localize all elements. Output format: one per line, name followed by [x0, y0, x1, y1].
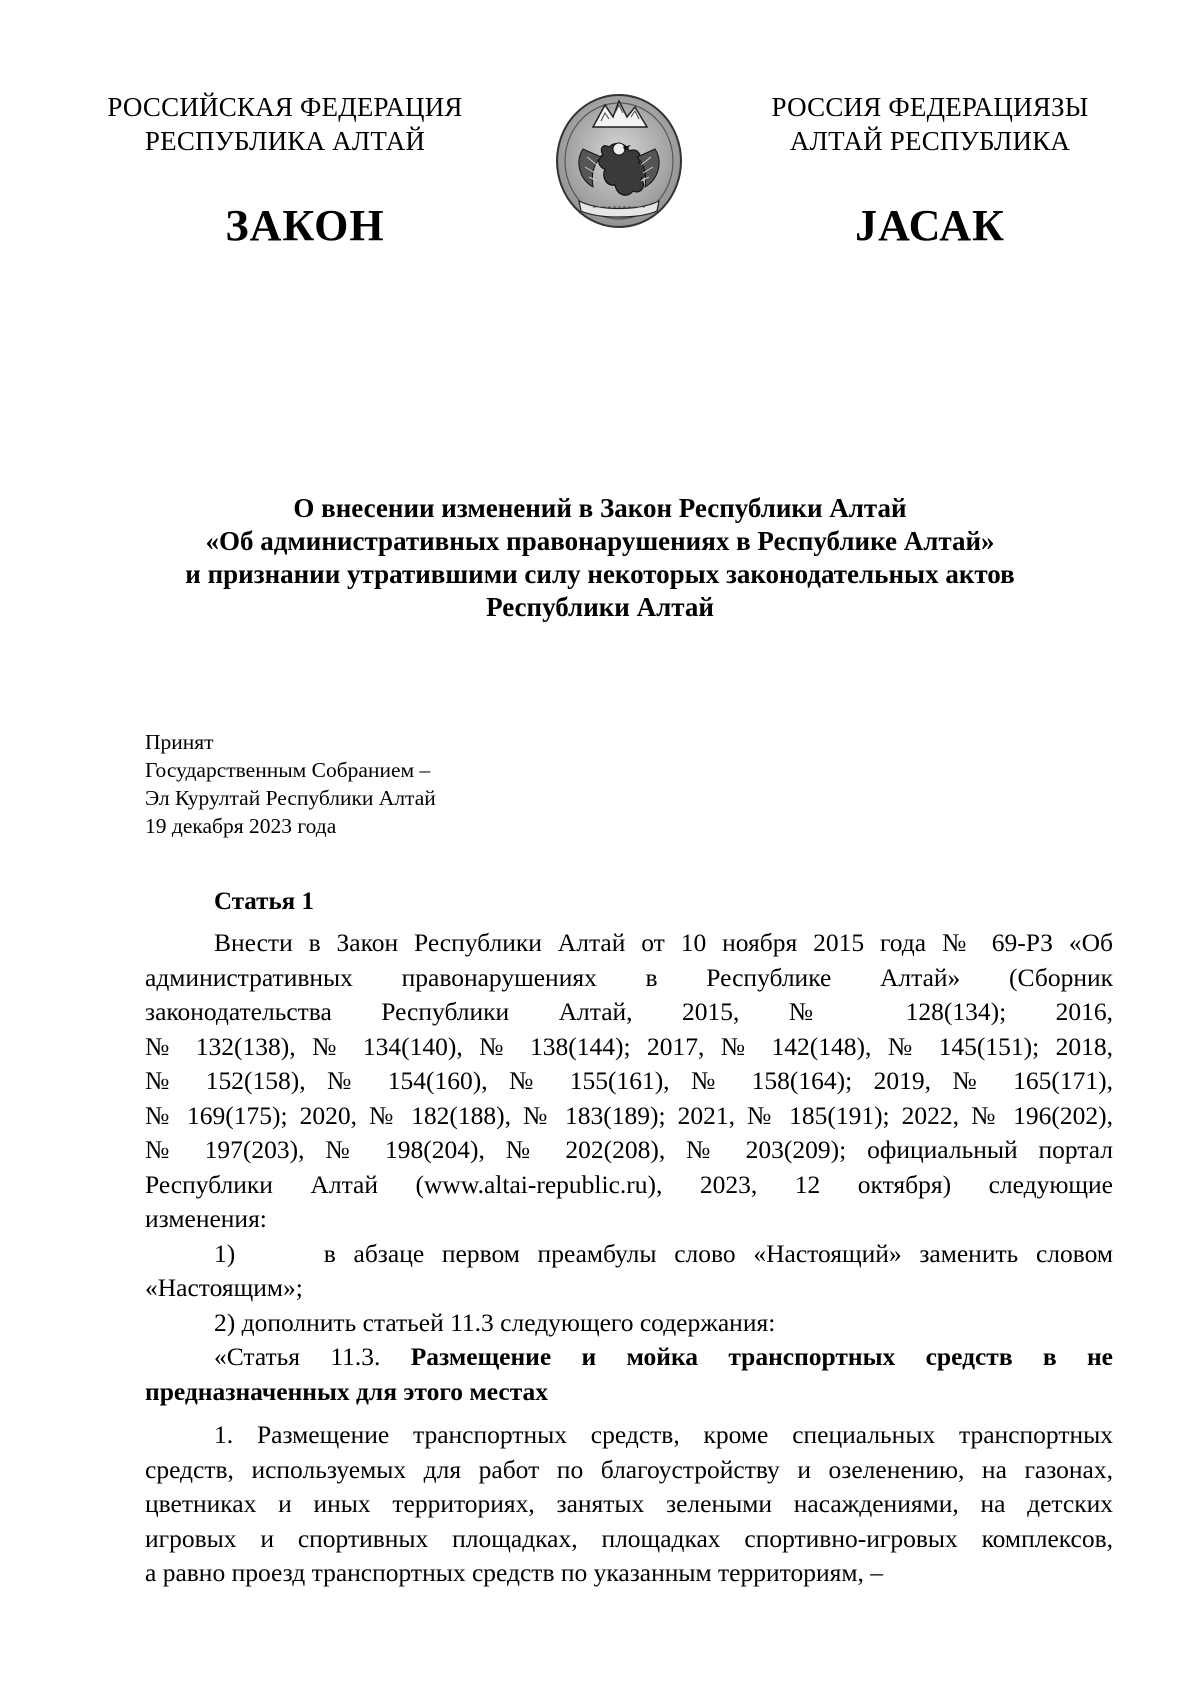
title-line: «Об административных правонарушениях в Республике Алтай» [205, 526, 995, 556]
paragraph-line: 1. Размещение транспортных средств, кроме специальных транспортных [214, 1420, 1113, 1449]
header-right-republic: АЛТАЙ РЕСПУБЛИКА [789, 126, 1071, 156]
paragraph-line: № 132(138), № 134(140), № 138(144); 2017, № 142(148), № 145(151); 2018, [145, 1031, 1113, 1061]
paragraph-line: изменения: [145, 1204, 267, 1233]
point-1-paragraph [145, 1418, 1113, 1591]
header-left [80, 90, 490, 158]
paragraph-line: средств, используемых для работ по благоустройству и озеленению, на газонах, [145, 1454, 1113, 1484]
law-title-russian: ЗАКОН [225, 201, 385, 250]
paragraph-line: № 169(175); 2020, № 182(188), № 183(189); 2021, № 185(191); 2022, № 196(202), [145, 1100, 1113, 1130]
header-right-country: РОССИЯ ФЕДЕРАЦИЯЗЫ [771, 92, 1089, 122]
paragraph-line: № 152(158), № 154(160), № 155(161), № 158(164); 2019, № 165(171), [145, 1066, 1113, 1095]
new-article-title: Размещение и мойка транспортных средств в не [410, 1342, 1113, 1371]
new-article-title-cont: предназначенных для этого местах [145, 1376, 549, 1406]
new-article-heading [145, 1340, 1113, 1375]
adoption-date: 19 декабря 2023 года [145, 814, 337, 838]
article-heading: Статья 1 [214, 888, 314, 915]
title-line: О внесении изменений в Закон Республики Алтай [293, 493, 907, 523]
paragraph-line: законодательства Республики Алтай, 2015, № 128(134); 2016, [145, 997, 1113, 1026]
adoption-line: Государственным Собранием – [145, 758, 431, 782]
paragraph-line: игровых и спортивных площадках, площадках спортивно-игровых комплексов, [145, 1523, 1113, 1553]
adoption-line: Эл Курултай Республики Алтай [145, 786, 436, 810]
new-article-heading-cont [145, 1375, 1113, 1410]
paragraph-line: цветниках и иных территориях, занятых зелеными насаждениями, на детских [145, 1489, 1113, 1518]
list-item-2: 2) дополнить статьей 11.3 следующего содержания: [214, 1307, 776, 1337]
document-title [145, 492, 1055, 624]
paragraph-line: административных правонарушениях в Республике Алтай» (Сборник [145, 962, 1113, 992]
list-item-1: 1) в абзаце первом преамбулы слово «Настоящий» заменить словом [214, 1238, 1113, 1268]
paragraph-line: а равно проезд транспортных средств по указанным территориям, – [145, 1558, 883, 1587]
header-left-republic: РЕСПУБЛИКА АЛТАЙ [144, 126, 426, 156]
adoption-line: Принят [145, 730, 214, 754]
new-article-number: «Статья 11.3. [214, 1342, 411, 1371]
paragraph-line: Внести в Закон Республики Алтай от 10 ноября 2015 года № 69-РЗ «Об [214, 928, 1113, 957]
paragraph-line: Республики Алтай (www.altai-republic.ru), 2023, 12 октября) следующие [145, 1169, 1113, 1199]
header-left-country: РОССИЙСКАЯ ФЕДЕРАЦИЯ [107, 92, 463, 122]
title-line: и признании утратившими силу некоторых законодательных актов [185, 559, 1015, 589]
list-item-1-cont: «Настоящим»; [145, 1273, 303, 1302]
adoption-info [145, 728, 645, 840]
coat-of-arms-icon [553, 87, 685, 231]
title-line: Республики Алтай [486, 592, 714, 622]
header-right [735, 90, 1125, 158]
article-1-paragraph [145, 926, 1113, 1409]
paragraph-line: № 197(203), № 198(204), № 202(208), № 203(209); официальный портал [145, 1135, 1113, 1164]
law-title-altai: JАСАК [855, 201, 1005, 250]
